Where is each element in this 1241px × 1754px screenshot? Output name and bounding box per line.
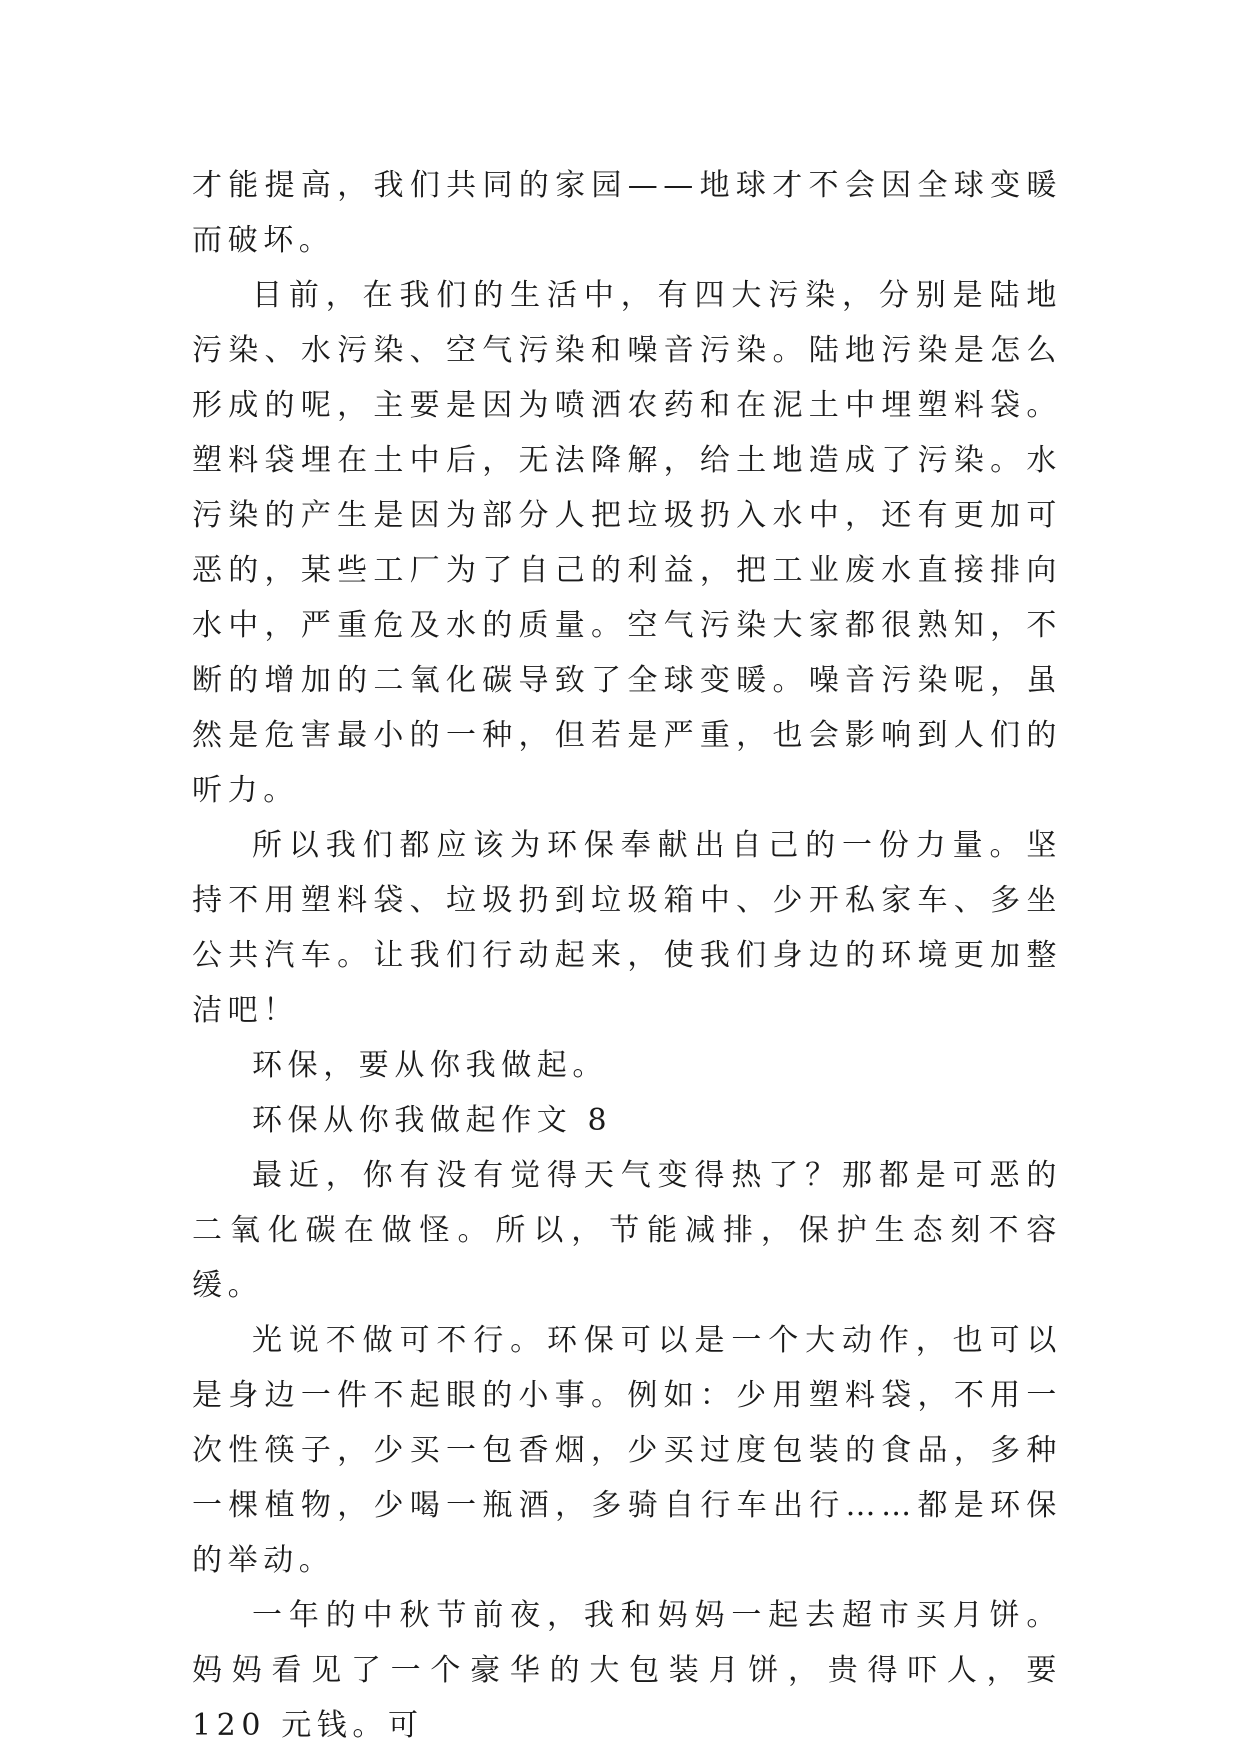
- paragraph-2: 目前，在我们的生活中，有四大污染，分别是陆地污染、水污染、空气污染和噪音污染。陆地污染是怎么形成的呢，主要是因为喷洒农药和在泥土中埋塑料袋。塑料袋埋在土中后，无法降解，给土地造成了污染。水污染的产生是因为部分人把垃圾扔入水中，还有更加可恶的，某些工厂为了自己的利益，把工业废水直接排向水中，严重危及水的质量。空气污染大家都很熟知，不断的增加的二氧化碳导致了全球变暖。噪音污染呢，虽然是危害最小的一种，但若是严重，也会影响到人们的听力。: [192, 278, 1062, 808]
- paragraph-6: 最近，你有没有觉得天气变得热了？那都是可恶的二氧化碳在做怪。所以，节能减排，保护生态刻不容缓。: [192, 1158, 1062, 1303]
- paragraph-3: 所以我们都应该为环保奉献出自己的一份力量。坚持不用塑料袋、垃圾扔到垃圾箱中、少开私家车、多坐公共汽车。让我们行动起来，使我们身边的环境更加整洁吧！: [192, 828, 1062, 1028]
- paragraph-1: 才能提高，我们共同的家园——地球才不会因全球变暖而破坏。: [192, 168, 1062, 258]
- section-heading: 环保从你我做起作文 8: [252, 1103, 613, 1138]
- paragraph-4: 环保，要从你我做起。: [252, 1048, 608, 1083]
- body-text: [192, 158, 1062, 1753]
- paragraph-8: 一年的中秋节前夜，我和妈妈一起去超市买月饼。妈妈看见了一个豪华的大包装月饼，贵得吓人，要 120 元钱。可: [192, 1598, 1062, 1743]
- paragraph-7: 光说不做可不行。环保可以是一个大动作，也可以是身边一件不起眼的小事。例如：少用塑料袋，不用一次性筷子，少买一包香烟，少买过度包装的食品，多种一棵植物，少喝一瓶酒，多骑自行车出行……都是环保的举动。: [192, 1323, 1062, 1578]
